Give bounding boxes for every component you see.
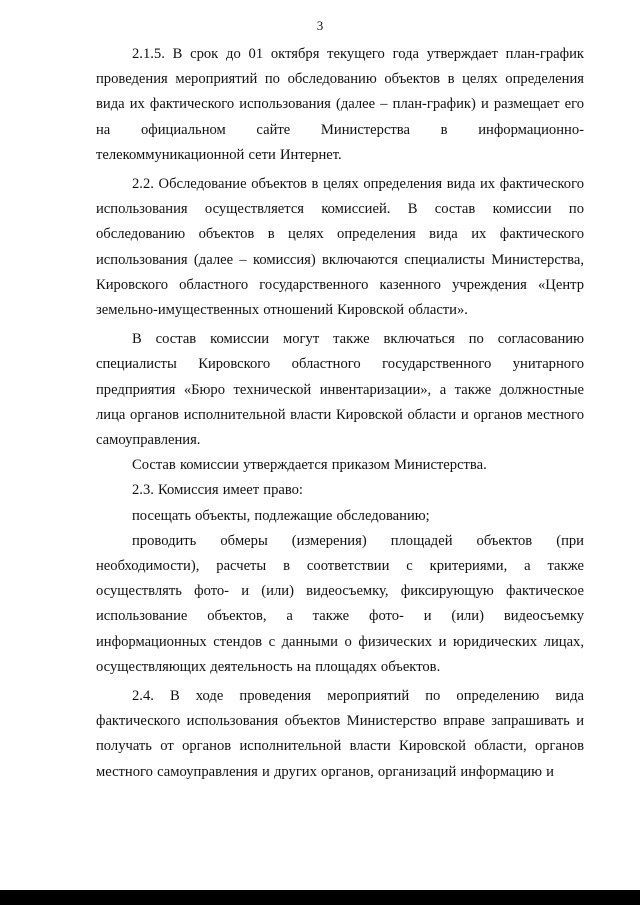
scan-bottom-border bbox=[0, 890, 640, 905]
document-body bbox=[96, 42, 584, 785]
page-number: 3 bbox=[316, 18, 324, 33]
paragraph-commission-extra: В состав комиссии могут также включаться по согласованию специалисты Кировского областного государственного унитарного предприятия «Бюро технической инвентаризации», а также должностные лица органов исполнительной власти Кировской области и органов местного самоуправления. bbox=[96, 331, 584, 449]
paragraph-2-2: 2.2. Обследование объектов в целях определения вида их фактического использования осуществляется комиссией. В состав комиссии по обследованию объектов в целях определения вида их фактического использования (далее – комиссия) включаются специалисты Министерства, Кировского областного государственного казенного учреждения «Центр земельно-имущественных отношений Кировской области». bbox=[96, 176, 584, 319]
paragraph-2-4: 2.4. В ходе проведения мероприятий по определению вида фактического использования объектов Министерство вправе запрашивать и получать от органов исполнительной власти Кировской области, органов местного самоуправления и других органов, организаций информацию и bbox=[96, 688, 584, 780]
paragraph-2-3: 2.3. Комиссия имеет право: bbox=[132, 482, 303, 499]
paragraph-visit-objects: посещать объекты, подлежащие обследованию; bbox=[132, 507, 430, 524]
paragraph-2-1-5: 2.1.5. В срок до 01 октября текущего года утверждает план-график проведения мероприятий по обследованию объектов в целях определения вида их фактического использования (далее – план-график) и размещает его на официальном сайте Министерства в информационно-телекоммуникационной сети Интернет. bbox=[96, 46, 584, 163]
paragraph-measurements: проводить обмеры (измерения) площадей объектов (при необходимости), расчеты в соответствии с критериями, а также осуществлять фото- и (или) видеосъемку, фиксирующую фактическое использование объектов, а также фото- и (или) видеосъемку информационных стендов с данными о физических и юридических лицах, осуществляющих деятельность на площадях объектов. bbox=[96, 532, 584, 675]
paragraph-commission-order: Состав комиссии утверждается приказом Министерства. bbox=[132, 457, 487, 474]
